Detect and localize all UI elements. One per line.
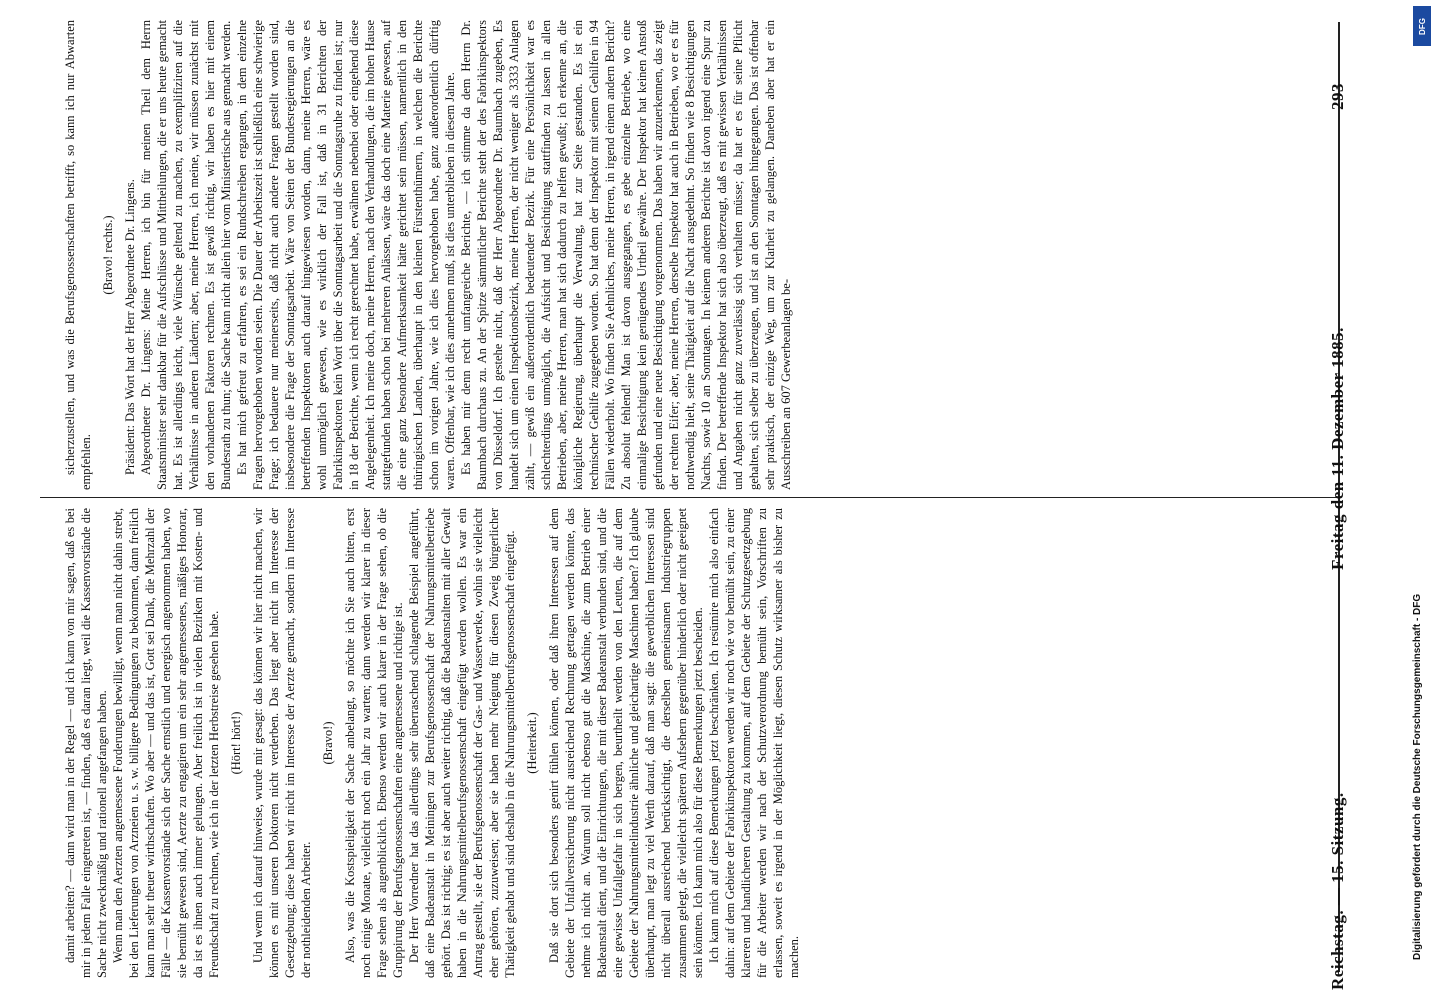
column-right [62, 20, 1332, 490]
dfg-logo [1413, 6, 1431, 46]
paragraph: Daß sie dort sich besonders genirt fühlen können, oder daß ihren Interessen auf dem Gebiete der Unfallversicherung nicht ausreichend Rechnung getragen werden könnte, das nehme ich nicht an. Warum soll nicht ebenso gut die Maschine, die zum Betrieb einer Badeanstalt dient, und die Einrichtungen, die mit dieser Badeanstalt verbunden sind, und die eine gewisse Unfallgefahr in sich bergen, beurtheilt werden von den Leuten, die auf dem Gebiete der Nahrungsmittelindustrie ähnliche und gleichartige Maschinen haben? Ich glaube überhaupt, man legt zu viel Werth darauf, daß man sagt: die gewerblichen Interessen sind nicht überall ausreichend berücksichtigt, die derselben gemeinsamen Industriegruppen zusammen gelegt, die vielleicht späteren Aufsehern gegenüber hinderlich oder nicht geeignet sein könnten. Ich kann mich also für diese Bemerkungen jetzt bescheiden. [547, 508, 705, 978]
page-number: 293 [1328, 83, 1347, 110]
paragraph: sicherzustellen, und was die Berufsgenossenschaften betrifft, so kann ich nur Abwarten empfehlen. [63, 20, 93, 490]
paragraph: Und wenn ich darauf hinweise, wurde mir gesagt: das können wir hier nicht machen, wir können es mit unseren Doktoren nicht verderben. Das liegt aber nicht im Interesse der Gesetzgebung; diese haben wir nicht im Interesse der Aerzte gemacht, sondern im Interesse der nothleidenden Arbeiter. [251, 508, 313, 978]
digitization-note: Digitalisierung gefördert durch die Deutsche Forschungsgemeinschaft - DFG [1412, 593, 1423, 960]
paragraph: Es hat mich gefreut zu erfahren, es sei ein Rundschreiben ergangen, in dem einzelne Fragen hervorgehoben worden seien. Die Dauer der Arbeitszeit ist schließlich eine schwierige Frage; ich bedauere nur meinerseits, daß nicht auch andere Fragen gestellt worden sind, insbesondere die Frage der Sonntagsarbeit. Wäre von Seiten der Bundesregierungen an die betreffenden Inspektoren auch darauf hingewiesen worden, dann, meine Herren, wäre es wohl unmöglich gewesen, wie es wirklich der Fall ist, daß in 31 Berichten der Fabrikinspektoren kein Wort über die Sonntagsarbeit und die Sonntagsruhe zu finden ist; nur in 18 der Berichte, wenn ich recht gerechnet habe, erwähnen nebenbei oder eingehend diese Angelegenheit. Ich meine doch, meine Herren, nach den Verhandlungen, die im hohen Hause stattgefunden haben schon bei mehreren Anlässen, wäre das doch eine Materie gewesen, auf die eine ganz besondere Aufmerksamkeit hätte gerichtet sein müssen, namentlich in den thüringischen Landen, überhaupt in den kleinen Fürstenthümern, in welchen die Berichte schon im vorigen Jahre, wie ich dies hervorgehoben habe, ganz außerordentlich dürftig waren. Offenbar, wie ich dies annehmen muß, ist dies unterblieben in diesem Jahre. [235, 20, 457, 490]
paragraph: Ich kann mich auf diese Bemerkungen jetzt beschränken. Ich resümire mich also einfach dahin: auf dem Gebiete der Fabrikinspektoren werden wir noch wie vor bemüht sein, zu einer klareren und handlicheren Gestaltung zu kommen, auf dem Gebiete der Schutzgesetzgebung für die Arbeiter werden wir nach der Schutzverordnung bemüht sein, Vorschriften zu erlassen, soweit es irgend in der Möglichkeit liegt, diesen Schutz wirksamer als bisher zu machen. [707, 508, 801, 978]
interjection: (Hört! hört!) [229, 711, 243, 775]
paragraph: damit arbeiten? — dann wird man in der Regel — und ich kann von mir sagen, daß es bei mir in jedem Falle eingetreten ist, — finden, daß es daran liegt, weil die Kassenvorstände die Sache nicht zweckmäßig und rationell angefangen haben. [63, 508, 109, 978]
paragraph: Abgeordneter Dr. Lingens: Meine Herren, ich bin für meinen Theil dem Herrn Staatsminister sehr dankbar für die Aufschlüsse und Mittheilungen, die er uns heute gemacht hat. Es ist allerdings leicht, viele Wünsche geltend zu machen, zu exemplifiziren auf die Verhältnisse in anderen Ländern; aber, meine Herren, ich meine, wir müssen zunächst mit den vorhandenen Faktoren rechnen. Es ist gewiß richtig, wir haben es hier mit einem Bundesrath zu thun; die Sache kann nicht allein hier vom Ministertische aus gemacht werden. [139, 20, 233, 490]
paragraph: Der Herr Vorredner hat das allerdings sehr überraschend schlagende Beispiel angeführt, daß eine Badeanstalt in Meiningen zur Berufsgenossenschaft der Nahrungsmittelbetriebe gehört. Das ist richtig; es ist aber auch weiter richtig, daß die Badeanstalten mit aller Gewalt haben in die Nahrungsmittelberufsgenossenschaft eingefügt werden wollen. Es war ein Antrag gestellt, sie der Berufsgenossenschaft der Gas- und Wasserwerke, wohin sie vielleicht eher gehören, zuzuweisen; aber sie haben mehr Neigung für diesen Zweig bürgerlicher Thätigkeit gehabt und sind deshalb in die Nahrungsmittelberufsgenossenschaft eingefügt. [407, 508, 517, 978]
column-divider [40, 497, 1340, 498]
column-left [62, 508, 1332, 978]
dfg-logo-text: DFG [1417, 17, 1427, 35]
interjection: (Heiterkeit.) [525, 712, 539, 774]
page-header-center: Freitag den 11. Dezember 1885. [1328, 327, 1347, 570]
paragraph: Es haben mir denn recht umfangreiche Berichte, — ich stimme da dem Herrn Dr. Baumbach durchaus zu. An der Spitze sämmtlicher Berichte steht der des Fabrikinspektors von Düsseldorf. Ich gestehe nicht, daß der Herr Abgeordnete Dr. Baumbach zugeben, Es handelt sich um einen Inspektionsbezirk, meine Herren, der nicht weniger als 3333 Anlagen zählt, — gewiß ein außerordentlich bedeutender Bezirk. Für eine Persönlichkeit war es schlechterdings unmöglich, die Aufsicht und Besichtigung stattfinden zu lassen in allen Betrieben, aber, meine Herren, man hat sich dadurch zu helfen gewußt; ich erkenne an, die königliche Regierung, überhaupt die Verwaltung, hat zur Seite gestanden. Es ist ein technischer Gehilfe zugegeben worden. So hat denn der Inspektor mit seinem Gehilfen in 94 Fällen wiederholt. Wo finden Sie Aehnliches, meine Herren, in irgend einem andern Bericht? Zu absolut fehlend! Man ist davon ausgegangen, es gebe einzelne Betriebe, wo eine einmalige Besichtigung kein genügendes Urtheil gewähre. Der Inspektor hat keinen Anstoß gefunden und eine neue Besichtigung vorgenommen. Das haben wir anzuerkennen, das zeigt der rechten Eifer; aber, meine Herren, derselbe Inspektor hat auch in Betrieben, wo er es für nothwendig hielt, seine Thätigkeit auf die Nacht ausgedehnt. So finden wie 8 Besichtigungen Nachts, sowie 10 an Sonntagen. In keinem anderen Berichte ist davon irgend eine Spur zu finden. Der betreffende Inspektor hat sich also überzeugt, daß es mit gewissen Verhältnissen und Angaben nicht ganz zuverlässig sich verhalten müsse; da hat er es für seine Pflicht gehalten, sich selber zu überzeugen, und ist an den Sonntagen hingegangen. Das ist offenbar sehr praktisch, der einzige Weg, um zur Klarheit zu gelangen. Daneben aber hat er ein Ausschreiben an 607 Gewerbeanlagen be- [459, 20, 793, 490]
interjection: (Bravo! rechts.) [101, 215, 115, 295]
page-header-left: Reichstag. — 15. Sitzung. [1328, 792, 1347, 990]
interjection: (Bravo!) [321, 721, 335, 765]
paragraph: Also, was die Kostspieligkeit der Sache anbelangt, so möchte ich Sie auch bitten, erst noch einige Monate, vielleicht noch ein Jahr zu warten; dann werden wir klarer in dieser Frage sehen als augenblicklich. Ebenso werden wir auch klarer in der Frage sehen, ob die Gruppirung der Berufsgenossenschaften eine angemessene und richtige ist. [343, 508, 405, 978]
paragraph: Präsident: Das Wort hat der Herr Abgeordnete Dr. Lingens. [123, 179, 137, 475]
paragraph: Wenn man den Aerzten angemessene Forderungen bewilligt, wenn man nicht dahin strebt, bei den Lieferungen von Arzneien u. s. w. billigere Bedingungen zu bekommen, dann freilich kann man sehr theuer wirthschaften. Wo aber — und das ist, Gott sei Dank, die Mehrzahl der Fälle — die Kassenvorstände sich der Sache ernstlich und energisch angenommen haben, wo sie bemüht gewesen sind, Aerzte zu engagiren um ein sehr angemessenes, mäßiges Honorar, da ist es ihnen auch immer gelungen. Aber freilich ist in vielen Bezirken mit Kosten- und Freundschaft zu rechnen, wie ich in der letzten Herbstreise gesehen habe. [111, 508, 221, 978]
